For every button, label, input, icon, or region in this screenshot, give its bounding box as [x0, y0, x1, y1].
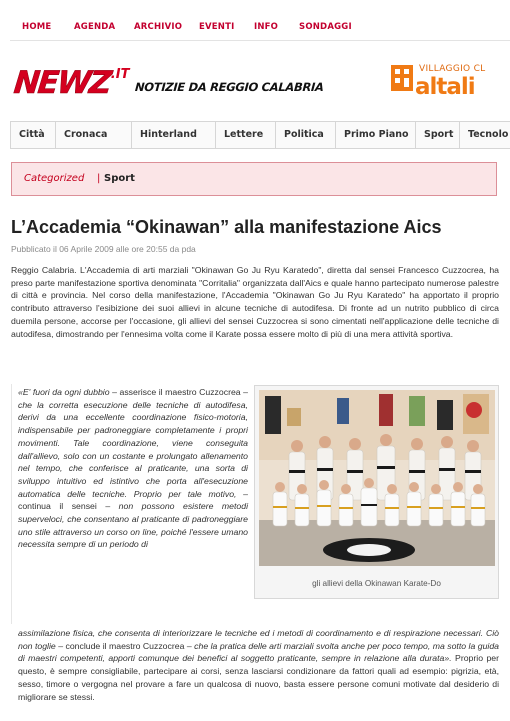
- karate-group-photo[interactable]: [259, 390, 495, 566]
- tab-lettere[interactable]: Lettere: [216, 122, 276, 148]
- tab-politica[interactable]: Politica: [276, 122, 336, 148]
- closing-text: Proprio per questo, è sempre consigliabile, partecipare ai corsi, senza lasciarsi condizionare da fattori quali ad esempio: pigrizia, età, sesso, timore o vergogna nel provare a fare un qualcosa di nuovo, basta essere persone comuni motivate dal desiderio di migliorare se stessi.: [18, 653, 500, 702]
- ad-logo-icon: [391, 65, 413, 91]
- tab-citta[interactable]: Città: [10, 122, 56, 148]
- breadcrumb: [11, 162, 497, 196]
- article-closing-paragraph: [18, 627, 499, 703]
- article-photo-box: [254, 385, 499, 599]
- article-meta: Pubblicato il 06 Aprile 2009 alle ore 20:55 da pda: [11, 244, 196, 254]
- nav-archivio-link[interactable]: ARCHIVIO: [134, 22, 183, 32]
- article-quote: [18, 386, 248, 551]
- tab-sport[interactable]: Sport: [416, 122, 460, 148]
- top-navigation: [0, 0, 510, 48]
- tab-cronaca[interactable]: Cronaca: [56, 122, 132, 148]
- tab-hinterland[interactable]: Hinterland: [132, 122, 216, 148]
- nav-eventi-link[interactable]: EVENTI: [199, 22, 235, 32]
- tab-tecnologia[interactable]: Tecnolo: [468, 129, 509, 140]
- quote-rule: [11, 384, 12, 624]
- logo-domain: .IT: [110, 67, 130, 82]
- site-logo[interactable]: [12, 64, 130, 101]
- nav-home-link[interactable]: HOME: [22, 22, 52, 32]
- ad-small-text: VILLAGGIO CL: [419, 64, 486, 74]
- nav-sondaggi-link[interactable]: SONDAGGI: [299, 22, 352, 32]
- quote-text: «E' fuori da ogni dubbio: [18, 387, 110, 397]
- quote-text: non possono esistere metodi superveloci, che consentano al praticante di padroneggiare uno stile attraverso un corso on line, poiché l'essere umano necessita sempre di un periodo di: [18, 501, 248, 550]
- quote-text: che la corretta esecuzione delle tecniche di autodifesa, derivi da una eccellente coordinazione fisico-motoria, indispensabile per padroneggiare completamente i propri movimenti. Tale coordinazione, viene conseguita dall'allievo, solo con un costante e prolungato allenamento nel tempo, che conferisce al praticante, una sorta di sviluppo intuitivo ed istintivo che porta all'esecuzione automatica delle tecniche. Proprio per tale motivo,: [18, 399, 248, 499]
- site-tagline: NOTIZIE DA REGGIO CALABRIA: [134, 80, 325, 94]
- nav-agenda-link[interactable]: AGENDA: [74, 22, 116, 32]
- tab-primo-piano[interactable]: Primo Piano: [336, 122, 416, 148]
- masthead: [0, 56, 510, 108]
- nav-info-link[interactable]: INFO: [254, 22, 279, 32]
- ad-brand-text: altali: [415, 74, 475, 100]
- quote-attribution: – asserisce il maestro Cuzzocrea –: [109, 387, 249, 397]
- category-navigation: [10, 121, 510, 149]
- quote-attribution: – continua il sensei –: [18, 488, 248, 512]
- quote-attribution: – conclude il maestro Cuzzocrea –: [55, 640, 195, 651]
- article-lead-paragraph: Reggio Calabria. L'Accademia di arti marziali "Okinawan Go Ju Ryu Karatedo", diretta dal sensei Francesco Cuzzocrea, ha preso parte manifestazione sportiva denominata "Corritalia" organizzata dall'Aics e quale hanno partecipato numerose palestre di città e provincia. Nel corso della manifestazione, l'Accademia "Okinawan Go Ju Ryu Karatedo" ha apportato il proprio contributo attraverso l'esibizione dei suoi allievi in alcune tecniche di autodifesa. Di fronte ad un nutrito pubblico di circa duemila persone, accorse per l'occasione, gli allievi del sensei Cuzzocrea si sono cimentati nell'applicazione delle tecniche di autodifesa, dimostrando per l'ennesima volta come il Karate possa essere molto di più di una mera attività sportiva.: [11, 265, 499, 339]
- breadcrumb-separator: |: [97, 173, 101, 184]
- article-title[interactable]: L’Accademia “Okinawan” alla manifestazione Aics: [11, 217, 442, 237]
- quote-text: che la pratica delle arti marziali svolta anche per poco tempo, ma sotto la guida di maestri competenti, apporti comunque dei benefici al soggetto praticante, sempre in relazione alla durata».: [18, 640, 499, 664]
- photo-caption: gli allievi della Okinawan Karate-Do: [312, 579, 441, 588]
- logo-wordmark: NEWZ: [12, 65, 112, 101]
- banner-ad[interactable]: [391, 62, 510, 104]
- breadcrumb-category-link[interactable]: Sport: [104, 173, 135, 184]
- breadcrumb-label: Categorized: [24, 173, 85, 184]
- quote-text: assimilazione fisica, che consenta di interiorizzare le tecniche ed i metodi di coordinamento e di respirazione necessari. Ciò non toglie: [18, 628, 499, 651]
